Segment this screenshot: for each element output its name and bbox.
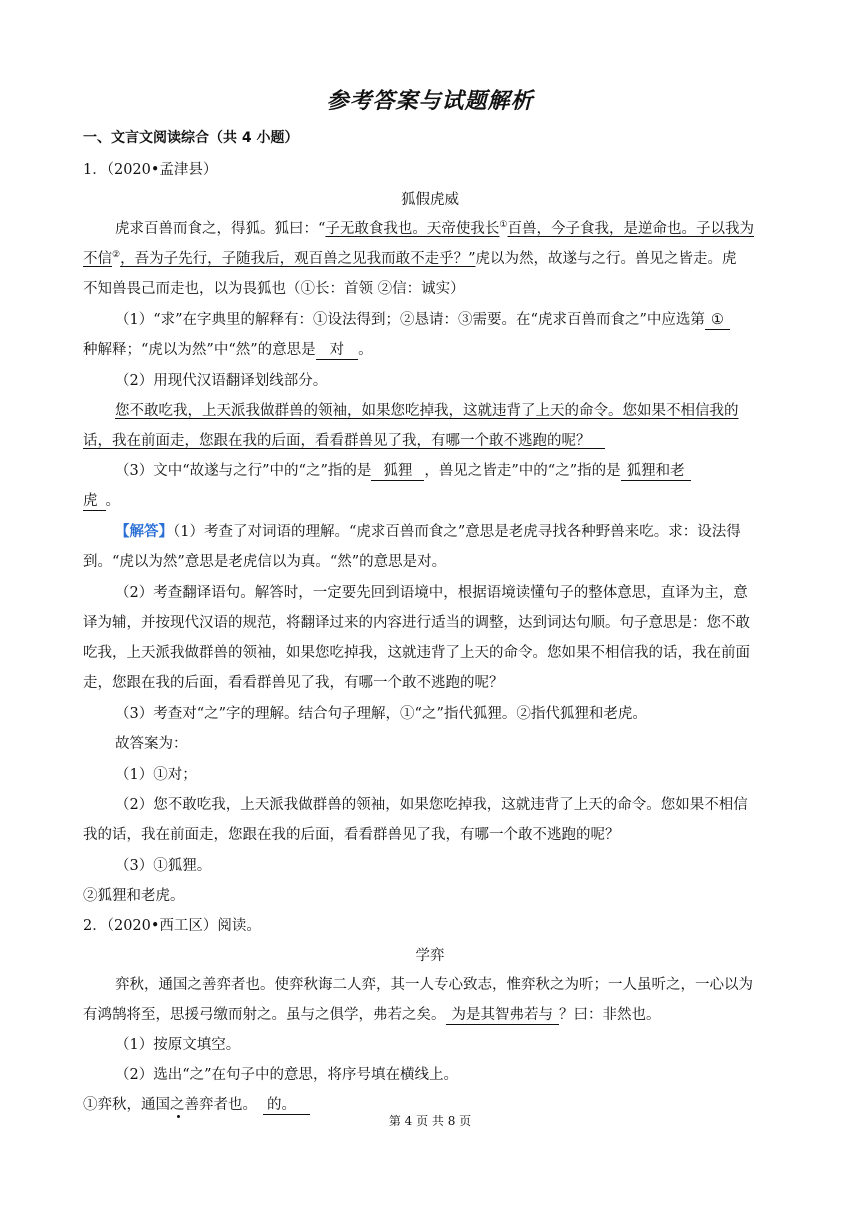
question-text: （1）“求”在字典里的解释有：①设法得到；②恳请：③需要。在“虎求百兽而食之”中应选第 bbox=[115, 312, 705, 328]
section-heading: 一、文言文阅读综合（共 4 小题） bbox=[83, 130, 299, 146]
passage-text: ？曰：非然也。 bbox=[559, 1007, 661, 1023]
underlined-text: 不信 bbox=[83, 251, 112, 267]
passage-line bbox=[83, 1005, 783, 1025]
analysis-line: （2）考查翻译语句。解答时，一定要先回到语境中，根据语境读懂句子的整体意思，直译为主，意 bbox=[115, 585, 748, 601]
translation-answer bbox=[115, 401, 815, 421]
analysis-text: （1）考查了对词语的理解。“虎求百兽而食之”意思是老虎寻找各种野兽来吃。求：设法得 bbox=[173, 524, 741, 540]
answer-blank: 为是其智弗若与 bbox=[446, 1007, 560, 1025]
final-answer: （1）①对； bbox=[115, 767, 197, 783]
underlined-answer: 话，我在前面走，您跟在我的后面，看看群兽见了我，有哪一个敢不逃跑的呢？ bbox=[83, 433, 591, 449]
answer-blank: 虎 bbox=[83, 493, 106, 511]
page-title: 参考答案与试题解析 bbox=[326, 89, 534, 114]
question-text: 善弈者也。 bbox=[184, 1097, 257, 1113]
analysis-line: 译为辅，并按现代汉语的规范，将翻译过来的内容进行适当的调整，达到词达句顺。句子意思是：您不敢 bbox=[83, 615, 750, 631]
analysis-line: （3）考查对“之”字的理解。结合句子理解，①“之”指代狐狸。②指代狐狸和老虎。 bbox=[115, 706, 647, 722]
sub-question: （2）选出“之”在句子中的意思，将序号填在横线上。 bbox=[115, 1067, 459, 1083]
answer-blank: ① bbox=[705, 312, 730, 330]
final-answer: 我的话，我在前面走，您跟在我的后面，看看群兽见了我，有哪一个敢不逃跑的呢？ bbox=[83, 827, 620, 843]
sub-question-2: （2）用现代汉语翻译划线部分。 bbox=[115, 373, 328, 389]
final-answer: （3）①狐狸。 bbox=[115, 858, 212, 874]
final-answer: （2）您不敢吃我，上天派我做群兽的领袖，如果您吃掉我，这就违背了上天的命令。您如果不相信 bbox=[115, 797, 748, 813]
passage-text: 有鸿鹄将至，思援弓缴而射之。虽与之俱学，弗若之矣。 bbox=[83, 1007, 446, 1023]
question-text: 。 bbox=[105, 493, 120, 509]
passage-line bbox=[83, 249, 783, 269]
question-text: 种解释；“虎以为然”中“然”的意思是 bbox=[83, 342, 316, 358]
answer-blank: 狐狸和老 bbox=[621, 463, 691, 481]
analysis-line bbox=[115, 522, 815, 542]
footnote-mark: ② bbox=[112, 250, 121, 261]
analysis-line: 到。“虎以为然”意思是老虎信以为真。“然”的意思是对。 bbox=[83, 554, 447, 570]
question-text: ①弈秋，通国 bbox=[83, 1097, 170, 1113]
sub-question-1 bbox=[115, 310, 815, 330]
passage-title-1: 狐假虎威 bbox=[401, 192, 459, 208]
final-answer: ②狐狸和老虎。 bbox=[83, 888, 185, 904]
answer-blank: 狐狸 bbox=[371, 463, 424, 481]
answer-blank: 对 bbox=[316, 342, 359, 360]
answer-blank: 的。 bbox=[263, 1097, 310, 1115]
question-text: 。 bbox=[358, 342, 373, 358]
question-text: （3）文中“故遂与之行”中的“之”指的是 bbox=[115, 463, 372, 479]
analysis-line: 走，您跟在我的后面，看看群兽见了我，有哪一个敢不逃跑的呢？ bbox=[83, 675, 504, 691]
sub-question-3-cont bbox=[83, 491, 783, 511]
underlined-text: 子无敢食我也。天帝使我长 bbox=[325, 221, 500, 237]
underlined-answer: 您不敢吃我，上天派我做群兽的领袖，如果您吃掉我，这就违背了上天的命令。您如果不相信我的 bbox=[115, 403, 739, 419]
page-footer: 第 4 页 共 8 页 bbox=[388, 1114, 472, 1128]
footnote-mark: ① bbox=[499, 220, 508, 231]
underlined-text: ，吾为子先行，子随我后，观百兽之见我而敢不走乎？” bbox=[120, 251, 476, 267]
underlined-text: 百兽，今子食我，是逆命也。子以我为 bbox=[507, 221, 754, 237]
question-1-number: 1．（2020•孟津县） bbox=[83, 162, 218, 178]
analysis-label: 【解答】 bbox=[115, 523, 173, 540]
passage-line: 不知兽畏己而走也，以为畏狐也（①长：首领 ②信：诚实） bbox=[83, 281, 465, 297]
sub-question-3 bbox=[115, 461, 815, 481]
sub-question-1-cont bbox=[83, 340, 783, 360]
passage-line: 弈秋，通国之善弈者也。使弈秋诲二人弈，其一人专心致志，惟弈秋之为听；一人虽听之，一心以为 bbox=[115, 977, 753, 993]
passage-text: 虎以为然，故遂与之行。兽见之皆走。虎 bbox=[475, 251, 737, 267]
answer-label: 故答案为： bbox=[115, 736, 188, 752]
sub-question: （1）按原文填空。 bbox=[115, 1037, 241, 1053]
passage-text: 虎求百兽而食之，得狐。狐曰：“ bbox=[115, 221, 326, 237]
translation-answer bbox=[83, 431, 783, 451]
passage-line bbox=[115, 219, 815, 239]
emphasis-dot-char: 之 bbox=[170, 1097, 185, 1113]
passage-title-2: 学弈 bbox=[415, 948, 445, 964]
question-text: ，兽见之皆走”中的“之”指的是 bbox=[424, 463, 621, 479]
question-2-number: 2．（2020•西工区）阅读。 bbox=[83, 918, 261, 934]
analysis-line: 吃我，上天派我做群兽的领袖，如果您吃掉我，这就违背了上天的命令。您如果不相信我的话，我在前面 bbox=[83, 645, 750, 661]
